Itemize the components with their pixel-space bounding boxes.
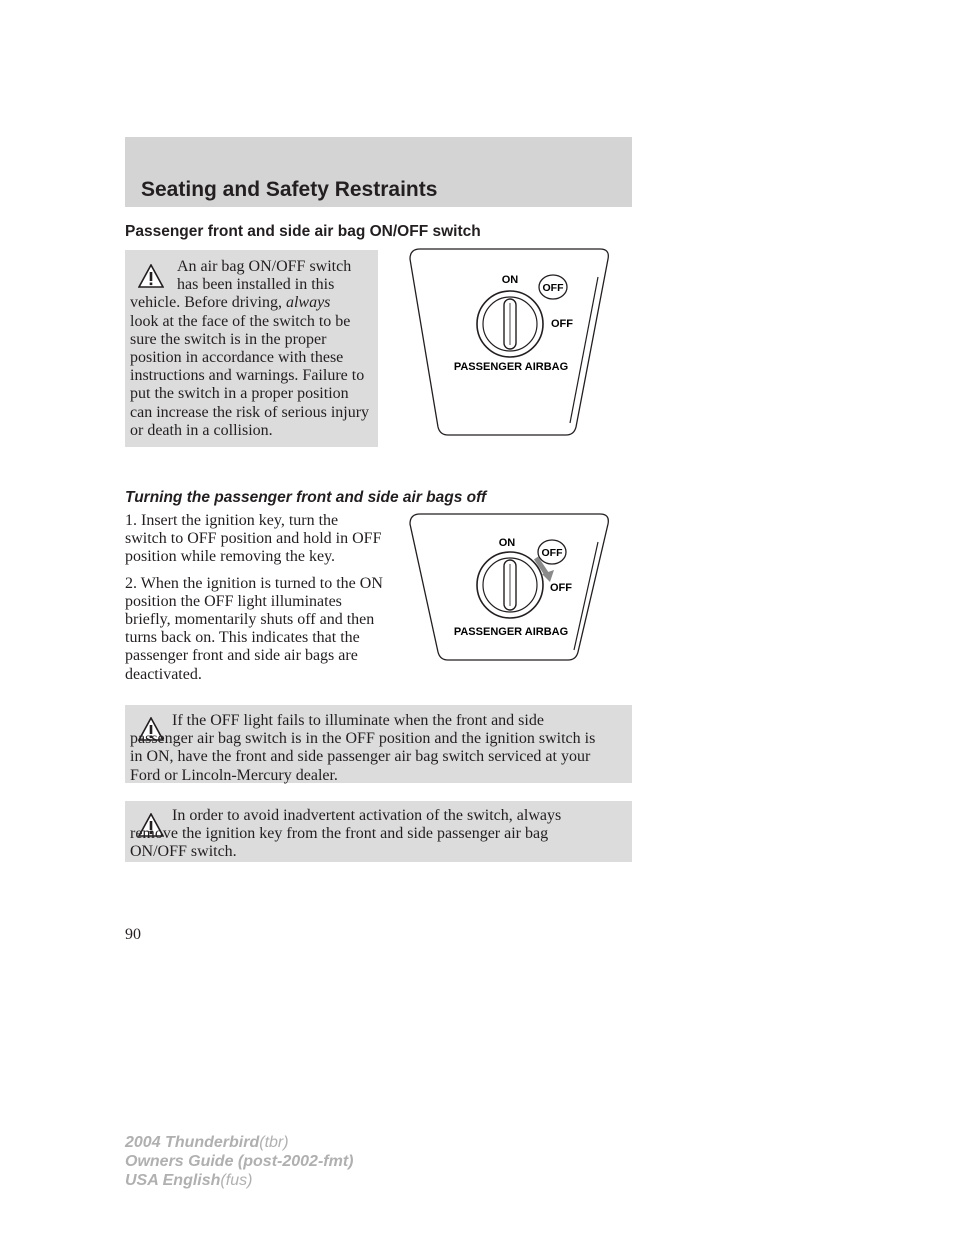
section-heading-switch: Passenger front and side air bag ON/OFF switch	[125, 223, 481, 240]
section-title: Seating and Safety Restraints	[141, 178, 438, 201]
warning-box-2	[125, 705, 632, 783]
warning-1-rest: look at the face of the switch to be sure the switch is in the proper position in accordance with these instructions and warnings. Failure to put the switch in a proper position can increase the risk of serious injury or death in a collision.	[130, 312, 370, 439]
step-1: 1. Insert the ignition key, turn the switch to OFF position and hold in OFF position while removing the key.	[125, 512, 382, 566]
footer-language-code: (fus)	[220, 1172, 253, 1189]
warning-box-3	[125, 801, 632, 862]
footer	[125, 1133, 353, 1190]
label-off: OFF	[550, 582, 572, 594]
warning-2-text: If the OFF light fails to illuminate when the front and side passenger air bag switch is in the OFF position and the ignition switch is in ON, have the front and side passenger air bag switch serviced at your Ford or Lincoln-Mercury dealer.	[130, 712, 596, 784]
label-off: OFF	[551, 318, 573, 330]
footer-model: 2004 Thunderbird	[125, 1134, 260, 1151]
airbag-switch-diagram-2	[408, 512, 612, 662]
footer-line-1	[125, 1133, 353, 1152]
footer-guide: Owners Guide (post-2002-fmt)	[125, 1153, 354, 1170]
page-number: 90	[125, 926, 141, 943]
label-passenger-airbag: PASSENGER AIRBAG	[453, 361, 569, 373]
warning-3-text: In order to avoid inadvertent activation of the switch, always remove the ignition key from the front and side passenger air bag ON/OFF switch.	[130, 807, 562, 861]
warning-1-line3-text: vehicle. Before driving,	[130, 294, 286, 312]
warning-1-line1: An air bag ON/OFF switch	[177, 258, 352, 275]
footer-model-code: (tbr)	[259, 1134, 289, 1151]
label-on: ON	[501, 274, 519, 286]
label-passenger-airbag: PASSENGER AIRBAG	[453, 626, 569, 638]
section-heading-turning-off: Turning the passenger front and side air bags off	[125, 489, 487, 506]
step-2: 2. When the ignition is turned to the ON position the OFF light illuminates briefly, momentarily shuts off and then turns back on. This indicates that the passenger front and side air bags are deactivated.	[125, 574, 383, 683]
warning-1-line3	[130, 294, 376, 312]
warning-1-emphasis: always	[285, 294, 331, 312]
footer-language: USA English	[125, 1172, 221, 1189]
airbag-switch-diagram-1	[408, 247, 612, 437]
footer-line-2	[125, 1152, 353, 1171]
label-off-lamp: OFF	[542, 282, 564, 294]
warning-box-1	[125, 250, 378, 447]
label-off-lamp: OFF	[541, 547, 563, 559]
warning-1-line2: has been installed in this	[177, 276, 335, 294]
label-on: ON	[498, 537, 516, 549]
footer-line-3	[125, 1171, 353, 1190]
